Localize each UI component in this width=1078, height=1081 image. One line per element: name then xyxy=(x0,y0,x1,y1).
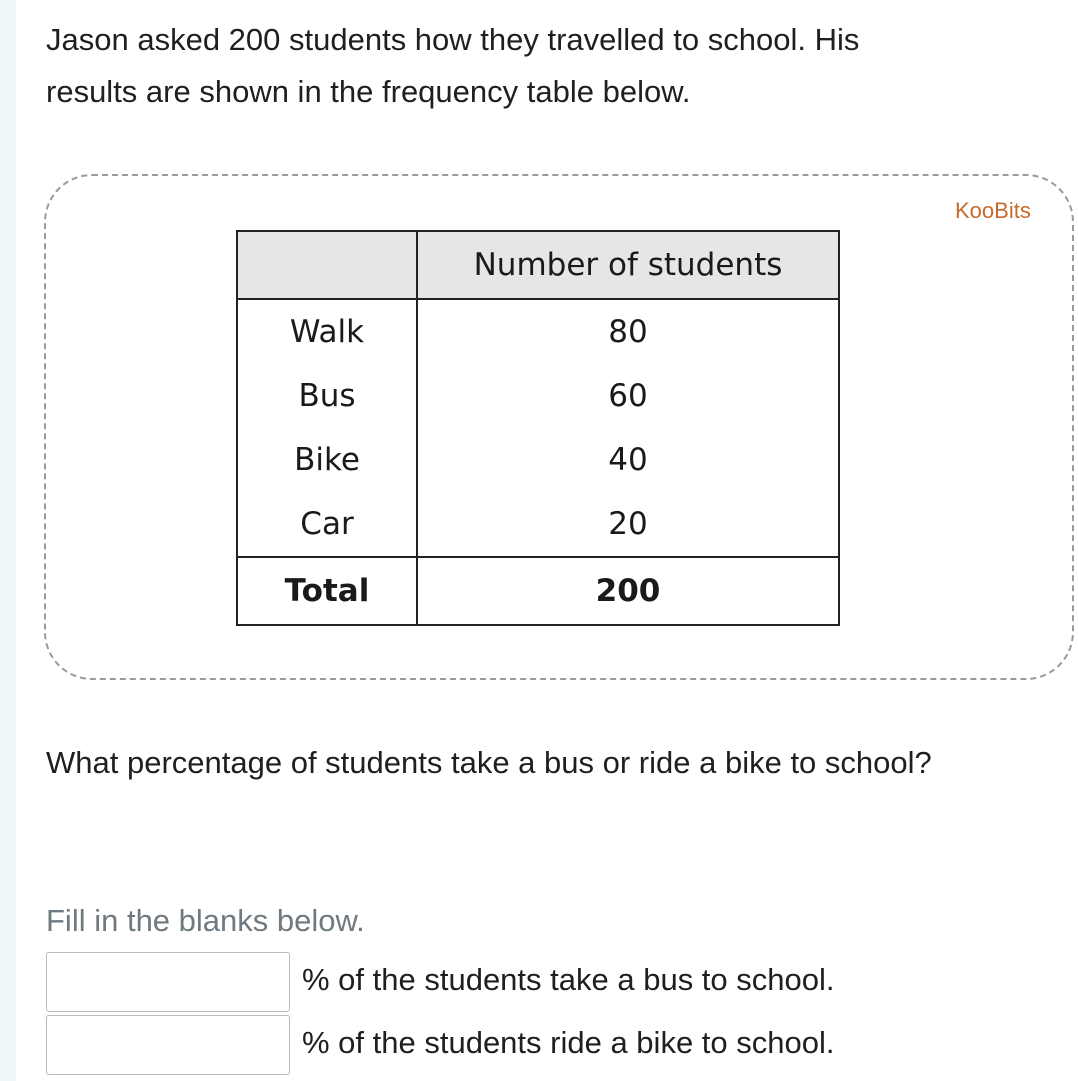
table-total-row xyxy=(237,557,839,625)
table-row xyxy=(237,492,839,557)
bus-sentence: % of the students take a bus to school. xyxy=(302,962,835,997)
table-row xyxy=(237,428,839,492)
frequency-table xyxy=(236,230,840,626)
bike-sentence: % of the students ride a bike to school. xyxy=(302,1025,835,1060)
table-row xyxy=(237,299,839,364)
koobits-watermark: KooBits xyxy=(955,198,1031,223)
total-label: Total xyxy=(237,557,417,625)
question-text xyxy=(46,14,1046,118)
row-value: 40 xyxy=(417,428,839,492)
question-line-2: results are shown in the frequency table below. xyxy=(46,74,691,109)
row-label: Bike xyxy=(237,428,417,492)
left-accent-strip xyxy=(0,0,16,1081)
table-header-number-of-students: Number of students xyxy=(417,231,839,299)
row-value: 20 xyxy=(417,492,839,557)
instruction-text: Fill in the blanks below. xyxy=(46,903,365,938)
table-header-blank xyxy=(237,231,417,299)
total-value: 200 xyxy=(417,557,839,625)
row-value: 80 xyxy=(417,299,839,364)
row-label: Bus xyxy=(237,364,417,428)
row-label: Walk xyxy=(237,299,417,364)
row-value: 60 xyxy=(417,364,839,428)
table-header-row xyxy=(237,231,839,299)
table-row xyxy=(237,364,839,428)
question-line-1: Jason asked 200 students how they travelled to school. His xyxy=(46,22,860,57)
row-label: Car xyxy=(237,492,417,557)
bike-percentage-input[interactable] xyxy=(46,1015,290,1075)
bus-percentage-input[interactable] xyxy=(46,952,290,1012)
prompt-question: What percentage of students take a bus or ride a bike to school? xyxy=(46,745,932,780)
